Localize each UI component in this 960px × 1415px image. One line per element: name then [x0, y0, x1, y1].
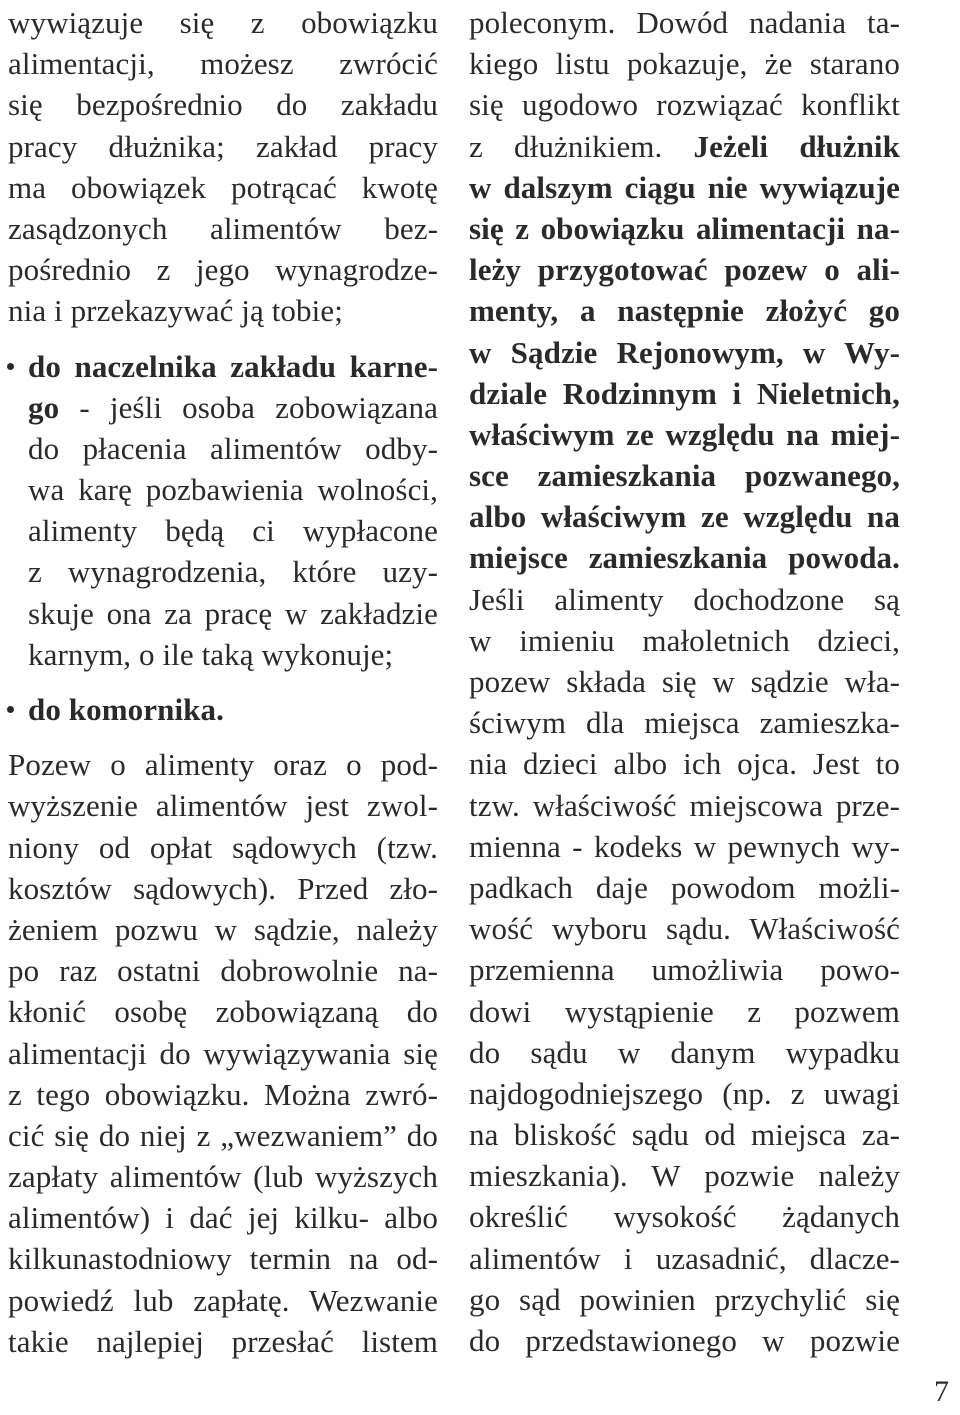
text-run: określić wysokość żądanych	[469, 1199, 900, 1235]
text-line	[8, 208, 438, 249]
text-line	[469, 2, 900, 43]
text-line	[469, 1032, 900, 1073]
text-run: do przedstawionego w pozwie	[469, 1323, 900, 1358]
text-run: kiego listu pokazuje, że starano	[469, 46, 900, 82]
text-line	[469, 167, 900, 208]
text-line	[469, 785, 900, 826]
page-number: 7	[934, 1375, 949, 1408]
text-line	[8, 1238, 438, 1279]
text-line	[8, 510, 438, 551]
bold-text-run: w dalszym ciągu nie wywiązuje	[469, 169, 900, 205]
bold-text-run: leży przygotować pozew o ali-	[469, 252, 900, 288]
text-run: alimenty będą ci wypłacone	[28, 513, 438, 549]
text-run: dowi wystąpienie z pozwem	[469, 993, 900, 1029]
text-line	[469, 208, 900, 249]
text-run: z wynagrodzenia, które uzy-	[28, 554, 438, 590]
text-line	[8, 290, 438, 331]
text-line	[469, 373, 900, 414]
text-run: padkach daje powodom możli-	[469, 869, 900, 905]
text-run: wyższenie alimentów jest zwol-	[8, 788, 438, 824]
text-line	[469, 84, 900, 125]
text-line	[469, 496, 900, 537]
text-run: Pozew o alimenty oraz o pod-	[8, 747, 438, 783]
text-run: się ugodowo rozwiązać konflikt	[469, 87, 900, 123]
text-line	[469, 1114, 900, 1155]
text-run: kilkunastodniowy termin na od-	[8, 1241, 438, 1277]
text-run: niony od opłat sądowych (tzw.	[8, 829, 438, 865]
text-run: pozew składa się w sądzie wła-	[469, 664, 900, 699]
text-line	[8, 689, 438, 730]
bold-text-run: się z obowiązku alimentacji na-	[469, 210, 900, 246]
bold-text-run: sce zamieszkania pozwanego,	[469, 458, 900, 494]
text-line	[469, 126, 900, 167]
text-line	[469, 867, 900, 908]
text-line	[469, 702, 900, 743]
text-run: się bezpośrednio do zakładu	[8, 87, 438, 123]
text-run: wa karę pozbawienia wolności,	[28, 472, 438, 508]
text-line	[8, 744, 438, 785]
text-run: po raz ostatni dobrowolnie na-	[8, 953, 438, 989]
text-line	[8, 634, 438, 675]
text-run: alimentacji, możesz zwrócić	[8, 46, 438, 82]
text-line	[8, 551, 438, 592]
text-line	[469, 1196, 900, 1237]
text-run: zapłaty alimentów (lub wyższych	[8, 1159, 438, 1195]
text-run: mienna - kodeks w pewnych wy-	[469, 828, 900, 864]
text-line	[8, 1321, 438, 1362]
text-line	[469, 743, 900, 784]
text-line	[469, 332, 900, 373]
text-line	[8, 249, 438, 290]
text-line	[8, 387, 438, 428]
text-run: alimentacji do wywiązywania się	[8, 1035, 438, 1071]
text-run: skuje ona za pracę w zakładzie	[28, 595, 438, 631]
bold-text-run: go	[28, 389, 60, 425]
text-line	[8, 950, 438, 991]
text-run: przemienna umożliwia powo-	[469, 952, 900, 988]
text-line	[469, 249, 900, 290]
text-run: na bliskość sądu od miejsca za-	[469, 1117, 900, 1153]
text-line	[8, 868, 438, 909]
text-run: wość wyboru sądu. Właściwość	[469, 911, 900, 947]
text-line	[8, 1033, 438, 1074]
text-line	[8, 84, 438, 125]
text-line	[8, 1115, 438, 1156]
text-line	[8, 167, 438, 208]
text-run: tzw. właściwość miejscowa prze-	[469, 787, 900, 823]
text-line	[8, 991, 438, 1032]
text-run: alimentów) i dać jej kilku- albo	[8, 1200, 438, 1236]
text-run: - jeśli osoba zobowiązana	[59, 389, 438, 425]
text-line	[8, 2, 438, 43]
text-run: nia dzieci albo ich ojca. Jest to	[469, 746, 900, 782]
paragraph-gap	[8, 332, 438, 346]
text-run: zasądzonych alimentów bez-	[8, 210, 438, 246]
text-run: Jeśli alimenty dochodzone są	[469, 581, 900, 617]
text-run: pośrednio z jego wynagrodze-	[8, 252, 438, 288]
text-run: kosztów sądowych). Przed zło-	[8, 870, 438, 906]
text-line	[469, 1238, 900, 1279]
text-line	[469, 826, 900, 867]
text-run: powiedź lub zapłatę. Wezwanie	[8, 1282, 438, 1318]
bold-text-run: miejsce zamieszkania powoda.	[469, 540, 900, 576]
text-line	[469, 908, 900, 949]
text-run: żeniem pozwu w sądzie, należy	[8, 911, 438, 947]
bold-text-run: właściwym ze względu na miej-	[469, 416, 900, 452]
bold-text-run: albo właściwym ze względu na	[469, 499, 900, 535]
text-run: nia i przekazywać ją tobie;	[8, 293, 343, 329]
text-line	[8, 593, 438, 634]
text-run: takie najlepiej przesłać listem	[8, 1323, 438, 1359]
text-line	[469, 1279, 900, 1320]
text-run: poleconym. Dowód nadania ta-	[469, 5, 900, 40]
paragraph-gap	[8, 730, 438, 744]
paragraph-gap	[8, 675, 438, 689]
text-run: wywiązuje się z obowiązku	[8, 5, 438, 40]
text-run: go sąd powinien przychylić się	[469, 1281, 900, 1317]
text-line	[469, 290, 900, 331]
text-line	[8, 428, 438, 469]
bullet-icon	[7, 706, 14, 713]
text-run: w imieniu małoletnich dzieci,	[469, 622, 900, 658]
text-line	[469, 949, 900, 990]
text-line	[469, 661, 900, 702]
text-line	[8, 469, 438, 510]
text-line	[469, 414, 900, 455]
text-line	[469, 620, 900, 661]
text-line	[8, 126, 438, 167]
text-run: z tego obowiązku. Można zwró-	[8, 1076, 438, 1112]
text-line	[8, 909, 438, 950]
text-run: najdogodniejszego (np. z uwagi	[469, 1075, 900, 1111]
text-line	[8, 1074, 438, 1115]
text-line	[469, 1320, 900, 1361]
text-line	[469, 991, 900, 1032]
text-line	[469, 579, 900, 620]
text-run: ściwym dla miejsca zamieszka-	[469, 705, 900, 741]
text-line	[8, 1280, 438, 1321]
text-run: do płacenia alimentów odby-	[28, 430, 438, 466]
right-column	[469, 2, 900, 1361]
left-column	[8, 2, 438, 1362]
text-run: do sądu w danym wypadku	[469, 1034, 900, 1070]
bold-text-run: w Sądzie Rejonowym, w Wy-	[469, 334, 900, 370]
text-line	[469, 1073, 900, 1114]
text-line	[8, 43, 438, 84]
text-line	[469, 43, 900, 84]
text-line	[469, 455, 900, 496]
bullet-icon	[7, 363, 14, 370]
text-run: cić się do niej z „wezwaniem” do	[8, 1117, 438, 1153]
text-line	[8, 1156, 438, 1197]
bold-text-run: dziale Rodzinnym i Nieletnich,	[469, 375, 900, 411]
bold-text-run: do komornika.	[28, 692, 224, 727]
text-run: alimentów i uzasadnić, dlacze-	[469, 1240, 900, 1276]
text-line	[8, 346, 438, 387]
text-run: karnym, o ile taką wykonuje;	[28, 636, 394, 672]
text-line	[469, 537, 900, 578]
bold-text-run: menty, a następnie złożyć go	[469, 293, 900, 329]
text-line	[8, 1197, 438, 1238]
text-run: ma obowiązek potrącać kwotę	[8, 169, 438, 205]
bold-text-run: do naczelnika zakładu karne-	[28, 348, 438, 384]
text-line	[8, 785, 438, 826]
text-line	[469, 1155, 900, 1196]
text-line	[8, 827, 438, 868]
text-run: mieszkania). W pozwie należy	[469, 1158, 900, 1194]
text-run: kłonić osobę zobowiązaną do	[8, 994, 438, 1030]
text-run: z dłużnikiem.	[469, 128, 694, 164]
bold-text-run: Jeżeli dłużnik	[693, 128, 900, 164]
text-run: pracy dłużnika; zakład pracy	[8, 128, 438, 164]
